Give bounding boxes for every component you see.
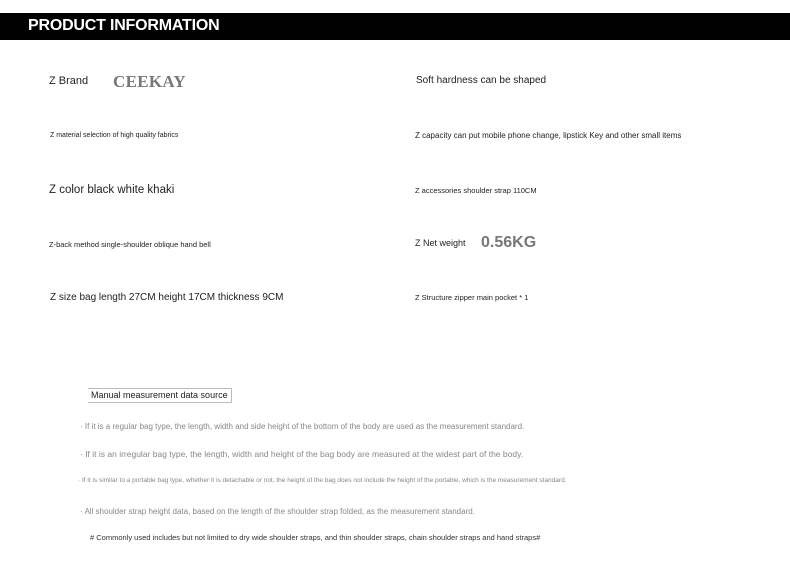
header-bar [0, 13, 790, 40]
weight-label: Z Net weight [415, 238, 466, 248]
color-spec: Z color black white khaki [49, 184, 175, 196]
size-spec: Z size bag length 27CM height 17CM thickness 9CM [50, 292, 284, 303]
back-method-spec: Z-back method single-shoulder oblique hand bell [49, 240, 211, 249]
material-spec: Z material selection of high quality fabrics [50, 132, 179, 139]
weight-value: 0.56KG [481, 234, 537, 251]
capacity-spec: Z capacity can put mobile phone change, lipstick Key and other small items [415, 131, 682, 140]
note-item: · If it is similar to a portable bag type, whether it is detachable or not, the height of the bag does not include the height of the portable, which is the measurement standard. [78, 477, 567, 484]
note-item: · All shoulder strap height data, based on the length of the shoulder strap folded, as the measurement standard. [80, 507, 475, 516]
note-item: · If it is an irregular bag type, the length, width and height of the bag body are measured at the widest part of the body. [80, 449, 524, 459]
brand-label: Z Brand [49, 75, 89, 87]
accessories-spec: Z accessories shoulder strap 110CM [415, 186, 537, 195]
note-item: · If it is a regular bag type, the length, width and side height of the bottom of the body are used as the measurement standard. [80, 422, 525, 431]
notes-title: Manual measurement data source [88, 388, 232, 403]
page-title: PRODUCT INFORMATION [28, 17, 220, 34]
brand-value: CEEKAY [113, 72, 186, 91]
footnote: # Commonly used includes but not limited to dry wide shoulder straps, and thin shoulder straps, chain shoulder straps and hand straps# [90, 533, 541, 542]
structure-spec: Z Structure zipper main pocket * 1 [415, 293, 529, 302]
hardness-spec: Soft hardness can be shaped [416, 75, 547, 86]
